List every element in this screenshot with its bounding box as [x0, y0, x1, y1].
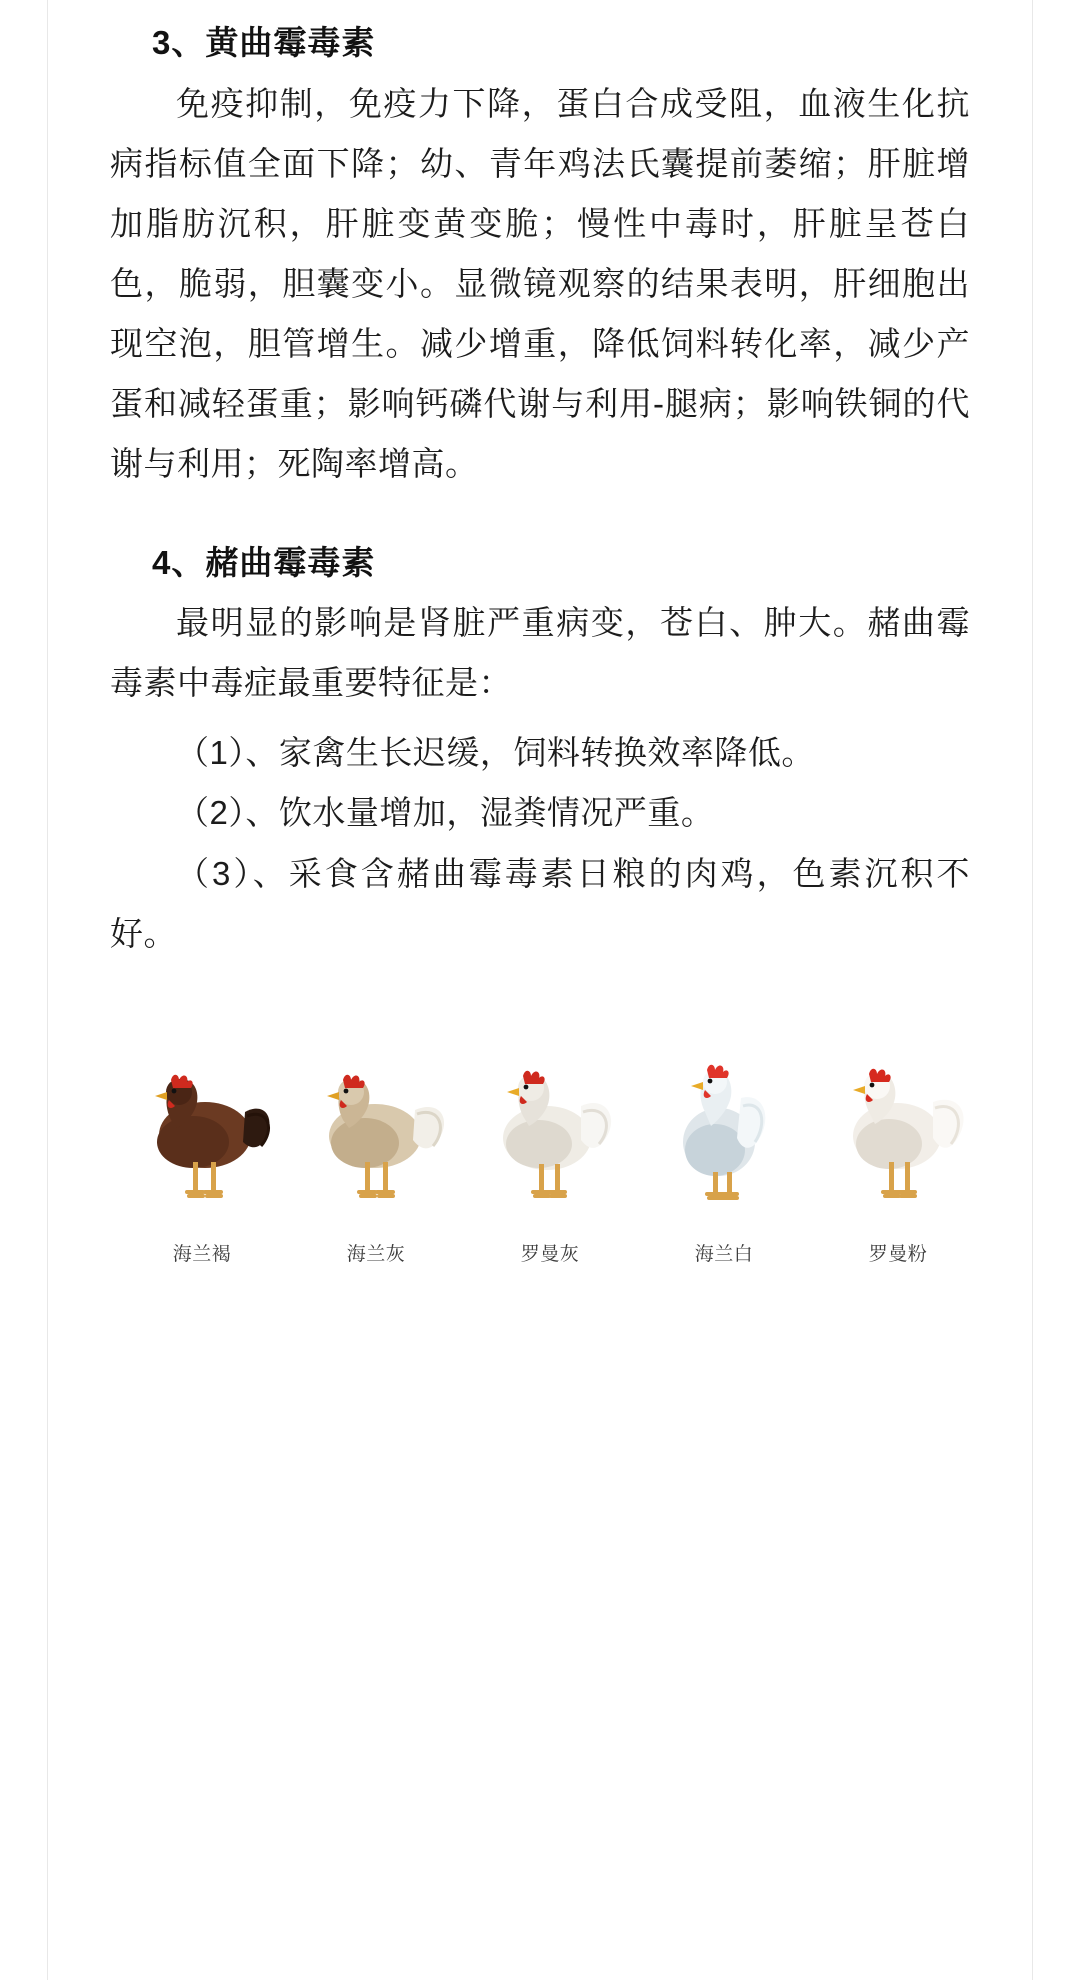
bird-cell — [127, 1050, 277, 1266]
bird-caption: 罗曼灰 — [520, 1243, 580, 1265]
chicken-breeds-figure — [110, 1050, 970, 1266]
chicken-icon — [475, 1050, 625, 1225]
chicken-icon — [823, 1050, 973, 1225]
bird-cell — [823, 1050, 973, 1266]
chicken-icon — [649, 1050, 799, 1225]
bird-cell — [301, 1050, 451, 1266]
bird-caption: 罗曼粉 — [868, 1243, 928, 1265]
bird-caption: 海兰褐 — [172, 1243, 232, 1265]
section-4-paragraph: 最明显的影响是肾脏严重病变，苍白、肿大。赭曲霉毒素中毒症最重要特征是： — [110, 604, 970, 702]
bird-cell — [475, 1050, 625, 1266]
spacer — [110, 494, 970, 520]
section-title-3: 3、黄曲霉毒素 — [152, 24, 376, 61]
section-title-4: 4、赭曲霉毒素 — [152, 543, 376, 581]
document-content — [48, 0, 1032, 1266]
chicken-icon — [127, 1050, 277, 1225]
bird-caption: 海兰白 — [694, 1243, 754, 1265]
chicken-icon — [301, 1050, 451, 1225]
spacer — [110, 713, 970, 723]
page-edge-right — [1032, 0, 1033, 1980]
section-3-paragraph: 免疫抑制，免疫力下降，蛋白合成受阻，血液生化抗病指标值全面下降；幼、青年鸡法氏囊提前萎缩；肝脏增加脂肪沉积，肝脏变黄变脆；慢性中毒时，肝脏呈苍白色，脆弱，胆囊变小。显微镜观察的结果表明，肝细胞出现空泡，胆管增生。减少增重，降低饲料转化率，减少产蛋和减轻蛋重；影响钙磷代谢与利用-腿病；影响铁铜的代谢与利用；死陶率增高。 — [110, 84, 970, 482]
bird-caption: 海兰灰 — [346, 1243, 406, 1265]
bird-cell — [649, 1050, 799, 1266]
list-item: （1）、家禽生长迟缓，饲料转换效率降低。 — [176, 734, 815, 772]
list-item: （3）、采食含赭曲霉毒素日粮的肉鸡，色素沉积不好。 — [110, 854, 970, 952]
list-item: （2）、饮水量增加，湿粪情况严重。 — [176, 794, 715, 832]
